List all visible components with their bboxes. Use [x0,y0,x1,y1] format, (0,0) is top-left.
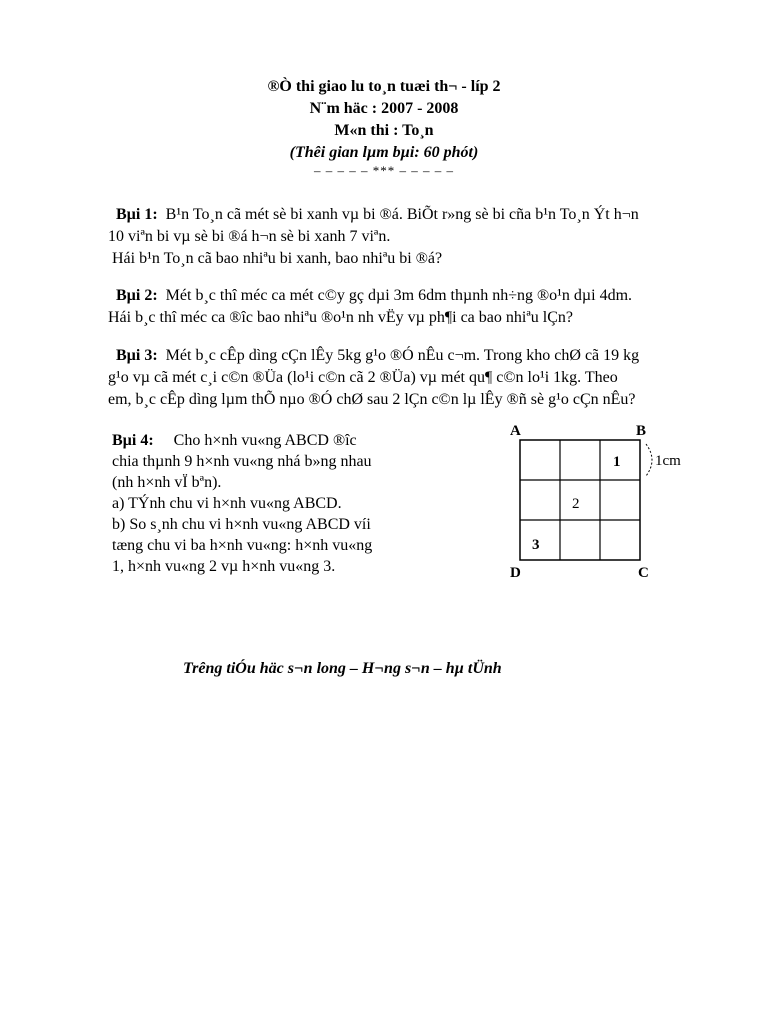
side-length-label: 1cm [655,453,681,469]
problem-1-text-3: Hái b¹n To¸n cã bao nhiªu bi xanh, bao nhiªu bi ®á? [112,250,443,267]
problem-4-line-5: b) So s¸nh chu vi h×nh vu«ng ABCD víi [112,516,371,533]
problem-2-line-1 [108,285,698,307]
square-3-label: 3 [532,537,540,553]
problem-3 [108,345,698,411]
problem-3-line-2: g¹o vµ cã mét c¸i c©n ®Üa (lo¹i c©n cã 2 ®Üa) vµ mét qu¶ c©n lo¹i 1kg. Theo [108,369,618,386]
corner-a-label: A [510,423,521,439]
problem-4-line-2: chia thµnh 9 h×nh vu«ng nhá b»ng nhau [112,453,372,470]
corner-d-label: D [510,565,521,581]
square-grid-svg [500,418,700,588]
exam-title: ®Ò thi giao lu to¸n tuæi th¬ - líp 2 [267,78,501,95]
problem-3-line-3: em, b¸c cÊp dìng lµm thÕ nµo ®Ó chØ sau 2 lÇn c©n lµ lÊy ®ñ sè g¹o cÇn nÊu? [108,391,636,408]
problem-4-line-4: a) TÝnh chu vi h×nh vu«ng ABCD. [112,495,342,512]
square-grid-figure [500,418,700,588]
problem-4-text-1: Cho h×nh vu«ng ABCD ®îc [173,432,357,449]
problem-3-text-1: Mét b¸c cÊp dìng cÇn lÊy 5kg g¹o ®Ó nÊu c¬m. Trong kho chØ cã 19 kg [165,347,640,364]
school-footer: Trêng tiÓu häc s¬n long – H¬ng s¬n – hµ tÜnh [183,660,502,677]
school-year: N¨m häc : 2007 - 2008 [309,100,459,117]
problem-4 [112,430,412,577]
problem-4-line-7: 1, h×nh vu«ng 2 vµ h×nh vu«ng 3. [112,558,336,575]
problem-1-line-2: 10 viªn bi vµ sè bi ®á h¬n sè bi xanh 7 viªn. [108,228,391,245]
square-2-label: 2 [572,496,580,512]
square-1-label: 1 [613,454,621,470]
time-limit: (Thêi gian lµm bµi: 60 phót) [289,144,479,161]
problem-3-line-1 [108,345,698,367]
exam-header [0,76,768,178]
problem-1-line-3 [108,248,698,270]
problem-2-line-2: Hái b¸c thî méc ca ®îc bao nhiªu ®o¹n nh vËy vµ ph¶i ca bao nhiªu lÇn? [108,309,573,326]
problem-4-line-1 [112,430,412,451]
problem-2-text-1: Mét b¸c thî méc ca mét c©y gç dµi 3m 6dm thµnh nh÷ng ®o¹n dµi 4dm. [165,287,633,304]
side-length-brace [646,444,652,476]
problem-3-label: Bµi 3: [116,347,158,364]
problem-4-label: Bµi 4: [112,432,154,449]
problem-4-line-6: tæng chu vi ba h×nh vu«ng: h×nh vu«ng [112,537,373,554]
header-separator: – – – – – *** – – – – – [314,163,454,178]
corner-c-label: C [638,565,649,581]
problem-1-line-1 [108,204,698,226]
problem-4-line-3: (nh h×nh vÏ bªn). [112,474,222,491]
subject-line: M«n thi : To¸n [334,122,434,139]
problem-2-label: Bµi 2: [116,287,158,304]
problem-1 [108,204,698,270]
problem-2 [108,285,698,329]
problem-1-text-1: B¹n To¸n cã mét sè bi xanh vµ bi ®á. BiÕt r»ng sè bi cña b¹n To¸n Ýt h¬n [165,206,639,223]
problem-1-label: Bµi 1: [116,206,158,223]
corner-b-label: B [636,423,647,439]
